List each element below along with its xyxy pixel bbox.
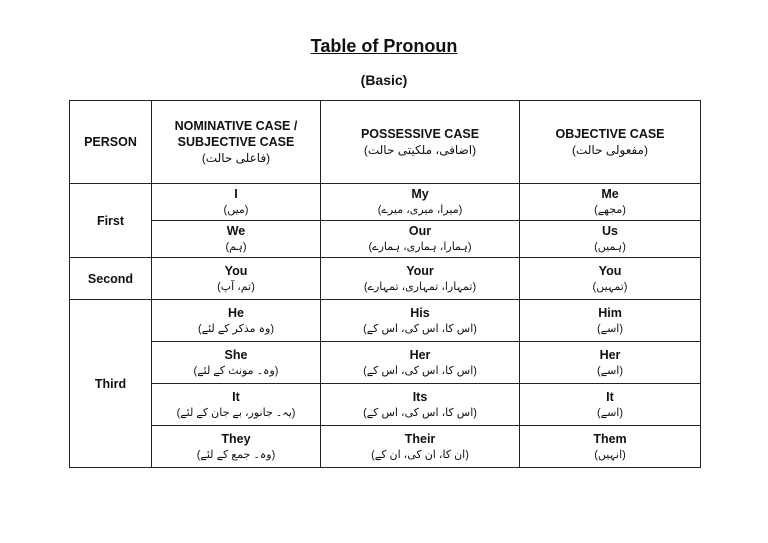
- nominative-ur: (یہ۔ جانور، بے جان کے لئے): [176, 406, 296, 419]
- person-first: First: [70, 184, 152, 258]
- header-possessive-label: POSSESSIVE CASE: [360, 126, 480, 141]
- nominative-cell: [152, 426, 321, 468]
- possessive-en: Their: [404, 431, 436, 446]
- nominative-en: I: [234, 187, 238, 201]
- nominative-ur: (ہم): [225, 241, 247, 253]
- objective-ur: (اسے): [596, 406, 624, 419]
- table-row: [70, 300, 701, 342]
- possessive-en: Its: [412, 389, 428, 404]
- objective-cell: [520, 184, 701, 221]
- objective-cell: [520, 258, 701, 300]
- possessive-en: Our: [408, 224, 432, 238]
- possessive-ur: (اس کا، اس کی، اس کے): [363, 322, 477, 335]
- possessive-ur: (تمہارا، تمہاری، تمہارے): [363, 280, 477, 293]
- objective-en: Me: [601, 187, 619, 201]
- table-row: [70, 342, 701, 384]
- nominative-ur: (وہ مذکر کے لئے): [197, 322, 275, 335]
- objective-ur: (اسے): [596, 364, 624, 377]
- person-third: Third: [70, 300, 152, 468]
- possessive-en: My: [411, 187, 429, 201]
- objective-en: It: [606, 389, 614, 404]
- possessive-ur: (ان کا، ان کی، ان کے): [371, 448, 469, 461]
- possessive-cell: [321, 258, 520, 300]
- objective-cell: [520, 300, 701, 342]
- nominative-en: He: [228, 305, 244, 320]
- table-row: [70, 221, 701, 258]
- objective-cell: [520, 342, 701, 384]
- possessive-ur: (اس کا، اس کی، اس کے): [363, 364, 477, 377]
- nominative-en: It: [232, 389, 240, 404]
- possessive-cell: [321, 384, 520, 426]
- objective-en: Her: [599, 347, 621, 362]
- table-row: [70, 426, 701, 468]
- possessive-cell: [321, 221, 520, 258]
- nominative-cell: [152, 258, 321, 300]
- table-row: [70, 258, 701, 300]
- nominative-cell: [152, 384, 321, 426]
- header-person-label: PERSON: [84, 135, 137, 149]
- possessive-cell: [321, 300, 520, 342]
- header-person: [70, 101, 152, 184]
- possessive-en: Her: [409, 347, 431, 362]
- possessive-ur: (ہمارا، ہماری، ہمارے): [368, 241, 472, 253]
- possessive-ur: (میرا، میری، میرے): [377, 204, 463, 216]
- nominative-en: They: [221, 431, 251, 446]
- objective-en: Him: [598, 305, 622, 320]
- objective-ur: (انہیں): [594, 448, 626, 461]
- page-title: Table of Pronoun: [310, 36, 458, 56]
- header-objective: [520, 101, 701, 184]
- objective-ur: (تمہیں): [592, 280, 628, 293]
- possessive-cell: [321, 426, 520, 468]
- possessive-cell: [321, 184, 520, 221]
- objective-en: Us: [602, 224, 618, 238]
- nominative-cell: [152, 342, 321, 384]
- possessive-en: Your: [406, 263, 434, 278]
- objective-ur: (ہمیں): [594, 241, 626, 253]
- pronoun-table: [69, 100, 701, 468]
- table-header-row: [70, 101, 701, 184]
- objective-cell: [520, 426, 701, 468]
- header-nominative: [152, 101, 321, 184]
- header-possessive-urdu: (اضافی، ملکیتی حالت): [363, 142, 477, 157]
- objective-cell: [520, 221, 701, 258]
- nominative-ur: (تم، آپ): [217, 280, 255, 293]
- nominative-ur: (وہ۔ جمع کے لئے): [196, 448, 276, 461]
- possessive-ur: (اس کا، اس کی، اس کے): [363, 406, 477, 419]
- nominative-cell: [152, 184, 321, 221]
- possessive-cell: [321, 342, 520, 384]
- header-nominative-line2: SUBJECTIVE CASE: [177, 134, 295, 149]
- nominative-ur: (وہ۔ مونث کے لئے): [193, 364, 279, 377]
- header-objective-label: OBJECTIVE CASE: [555, 126, 665, 141]
- nominative-en: We: [226, 224, 246, 238]
- objective-ur: (اسے): [596, 322, 624, 335]
- nominative-en: She: [224, 347, 248, 362]
- header-possessive: [321, 101, 520, 184]
- header-objective-urdu: (مفعولی حالت): [572, 142, 648, 157]
- nominative-en: You: [224, 263, 248, 278]
- nominative-cell: [152, 300, 321, 342]
- objective-en: Them: [593, 431, 627, 446]
- nominative-cell: [152, 221, 321, 258]
- objective-cell: [520, 384, 701, 426]
- header-nominative-urdu: (فاعلی حالت): [201, 150, 271, 165]
- header-nominative-line1: NOMINATIVE CASE /: [174, 118, 298, 133]
- objective-en: You: [598, 263, 622, 278]
- person-second: Second: [70, 258, 152, 300]
- page-subtitle: (Basic): [360, 72, 408, 88]
- objective-ur: (مجھے): [594, 204, 626, 216]
- nominative-ur: (میں): [223, 204, 249, 216]
- possessive-en: His: [410, 305, 430, 320]
- table-row: [70, 384, 701, 426]
- table-row: [70, 184, 701, 221]
